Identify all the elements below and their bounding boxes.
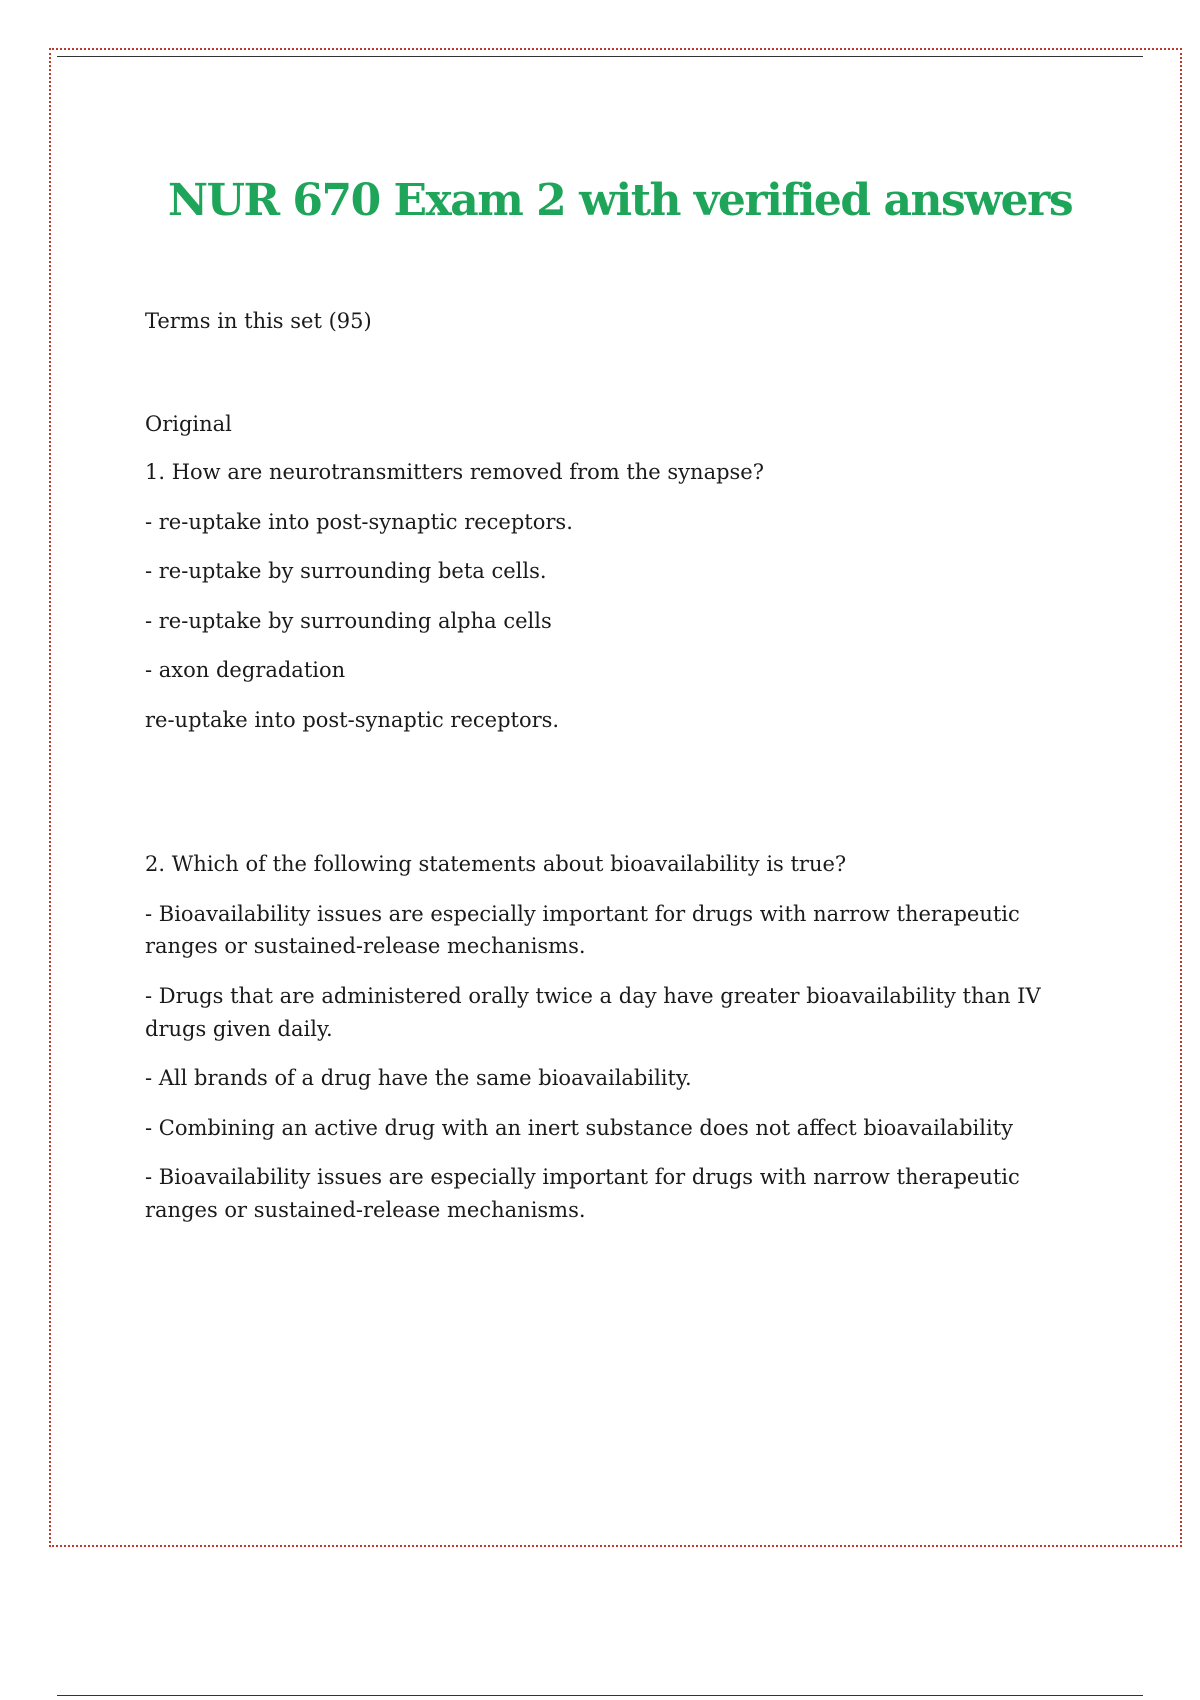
answer-option: - re-uptake by surrounding beta cells. (145, 559, 547, 584)
answer-option: - Bioavailability issues are especially important for drugs with narrow therapeutic ranges or sustained-release mechanisms. (145, 901, 1020, 959)
document-body (145, 305, 1095, 1243)
terms-count: Terms in this set (95) (145, 309, 372, 333)
question-block-2 (145, 848, 1095, 1226)
section-label: Original (145, 411, 232, 436)
bottom-rule-divider (57, 1695, 1143, 1696)
answer-option: - Drugs that are administered orally twice a day have greater bioavailability than IV drugs given daily. (145, 984, 1041, 1041)
document-title: NUR 670 Exam 2 with verified answers (167, 175, 1073, 227)
top-rule-divider (57, 56, 1143, 57)
answer-option: - re-uptake into post-synaptic receptors. (145, 509, 573, 534)
correct-answer: - Bioavailability issues are especially important for drugs with narrow therapeutic ranges or sustained-release mechanisms. (145, 1165, 1020, 1222)
answer-option: - re-uptake by surrounding alpha cells (145, 608, 552, 633)
question-text: 1. How are neurotransmitters removed from the synapse? (145, 460, 764, 485)
answer-option: - axon degradation (145, 658, 346, 683)
question-text: 2. Which of the following statements about bioavailability is true? (145, 852, 847, 877)
correct-answer: re-uptake into post-synaptic receptors. (145, 707, 560, 732)
answer-option: - Combining an active drug with an inert substance does not affect bioavailability (145, 1115, 1013, 1140)
question-block-1 (145, 456, 1095, 736)
answer-option: - All brands of a drug have the same bioavailability. (145, 1066, 692, 1091)
